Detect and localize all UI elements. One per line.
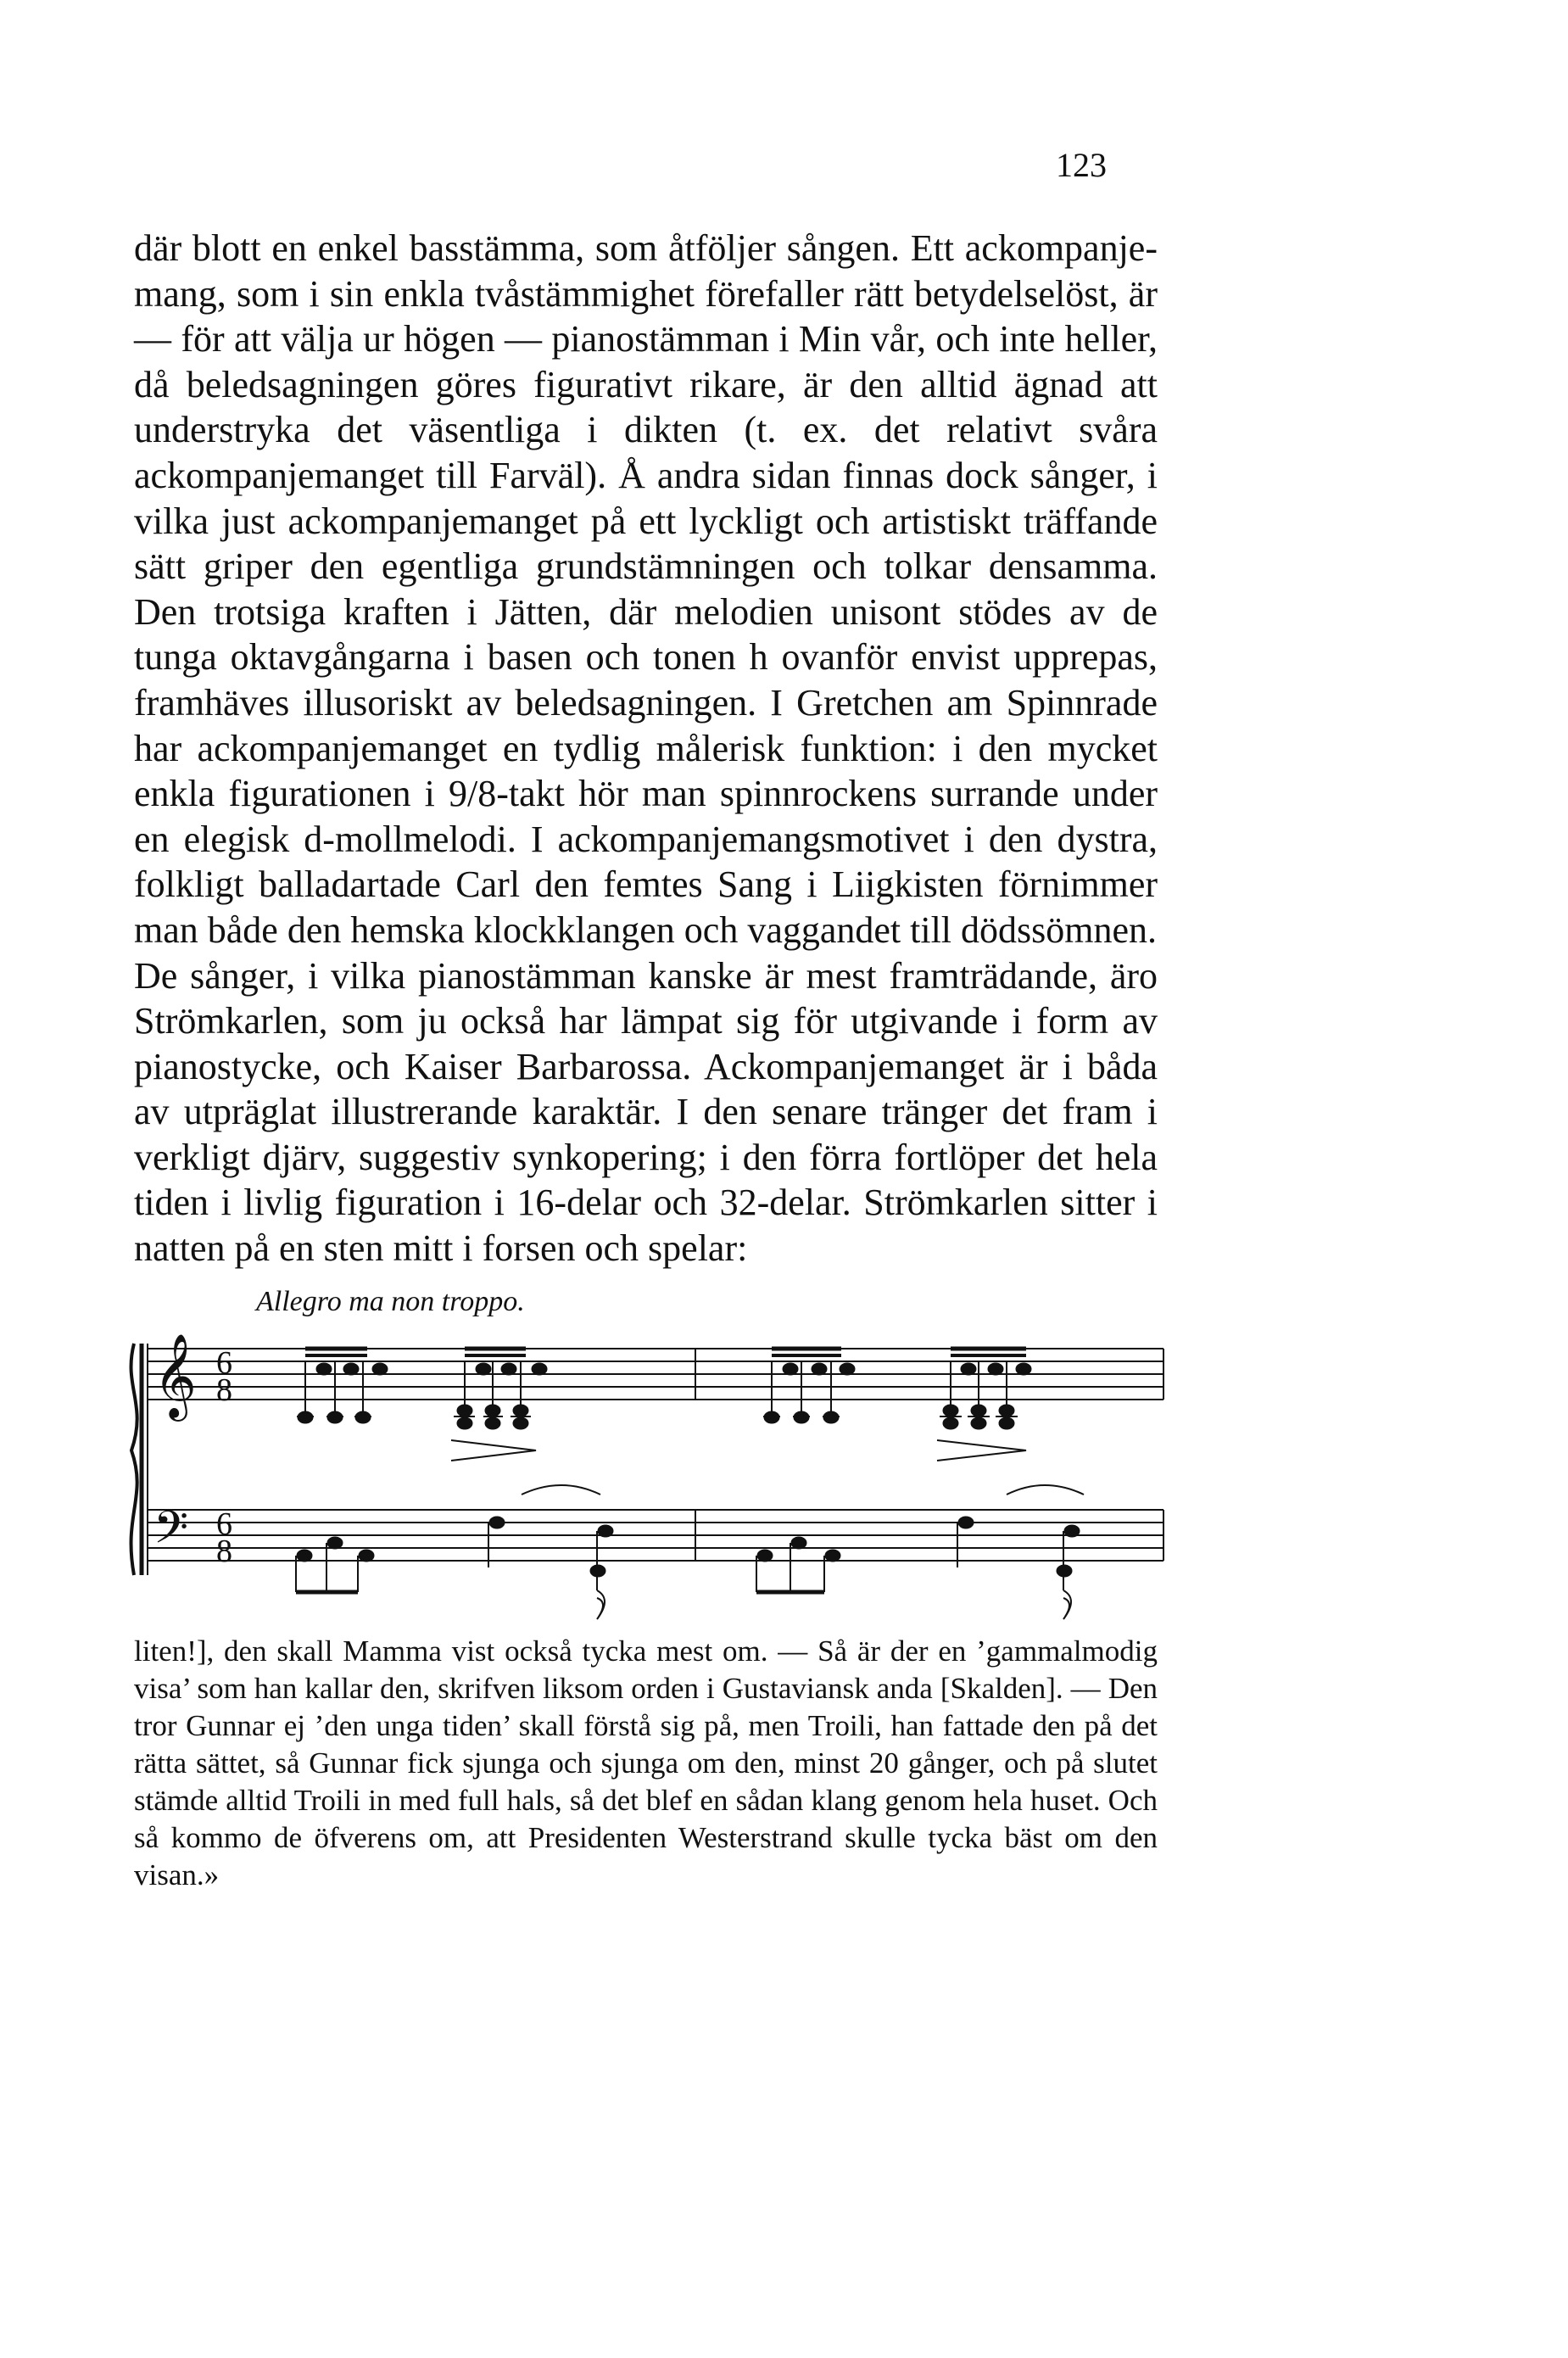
treble-time-denominator: 8 — [216, 1372, 232, 1408]
tempo-marking: Allegro ma non troppo. — [256, 1286, 525, 1317]
dynamics-hairpins — [451, 1440, 1084, 1495]
quote-paragraph: liten!], den skall Mamma vist också tycka mest om. — Så är der en ’gammalmodig visa’ som han kallar den, skrifven liksom orden i Gustaviansk anda [Skalden]. — Den tror Gunnar ej ’den unga tiden’ skall förstå sig på, men Troili, han fattade den på det rätta sättet, så Gunnar fick sjunga och sjunga om den, minst 20 gånger, och på slutet stämde alltid Troili in med full hals, så det blef en sådan klang genom hela huset. Och så kommo de öfverens om, att Presidenten Westerstrand skulle tycka bäst om den visan.» — [134, 1634, 1158, 1891]
music-example — [127, 1315, 1179, 1629]
bass-time-numerator: 6 — [216, 1506, 232, 1542]
paragraph-2: De sånger, i vilka pianostämman kanske är mest framträdande, äro Strömkarlen, som ju också har lämpat sig för utgivande i form av pianostycke, och Kaiser Barbarossa. Ackompanjemanget är i båda av utpräglat illustrerande karaktär. I den senare tränger det fram i verkligt djärv, suggestiv synkopering; i den förra fortlöper det hela tiden i livlig figuration i 16-delar och 32-delar. Strömkarlen sitter i natten på en sten mitt i forsen och spelar: — [134, 954, 1158, 1270]
treble-clef: 𝄞 — [153, 1333, 197, 1418]
quoted-passage — [134, 1633, 1158, 1894]
bass-time-denominator: 8 — [216, 1534, 232, 1569]
bass-clef: 𝄢 — [153, 1502, 189, 1565]
system-brace-and-bars — [131, 1344, 148, 1575]
page-number: 123 — [1056, 146, 1107, 184]
main-text — [134, 226, 1158, 1271]
paragraph-1: där blott en enkel basstämma, som åtföljer sången. Ett ackompanjemang, som i sin enkla tvåstämmighet förefaller rätt betydelselöst, är — för att välja ur högen — pianostämman i Min vår, och inte heller, då beledsagningen göres figurativt rikare, är den alltid ägnad att understryka det väsentliga i dikten (t. ex. det relativt svåra ackompanjemanget till Farväl). Å andra sidan finnas dock sånger, i vilka just ackompanjemanget på ett lyckligt och artistiskt träffande sätt griper den egentliga grundstämningen och tolkar densamma. Den trotsiga kraften i Jätten, där melodien unisont stödes av de tunga oktavgångarna i basen och tonen h ovanför envist upprepas, framhäves illusoriskt av beledsagningen. I Gretchen am Spinnrade har ackompanjemanget en tydlig målerisk funktion: i den mycket enkla figurationen i 9/8-takt hör man spinnrockens surrande under en elegisk d-mollmelodi. I ackompanjemangsmotivet i den dystra, folkligt balladartade Carl den femtes Sang i Liigkisten förnimmer man både den hemska klockklangen och vaggandet till dödssömnen. — [134, 227, 1158, 951]
treble-time-numerator: 6 — [216, 1345, 232, 1381]
bass-notes — [296, 1517, 1080, 1619]
